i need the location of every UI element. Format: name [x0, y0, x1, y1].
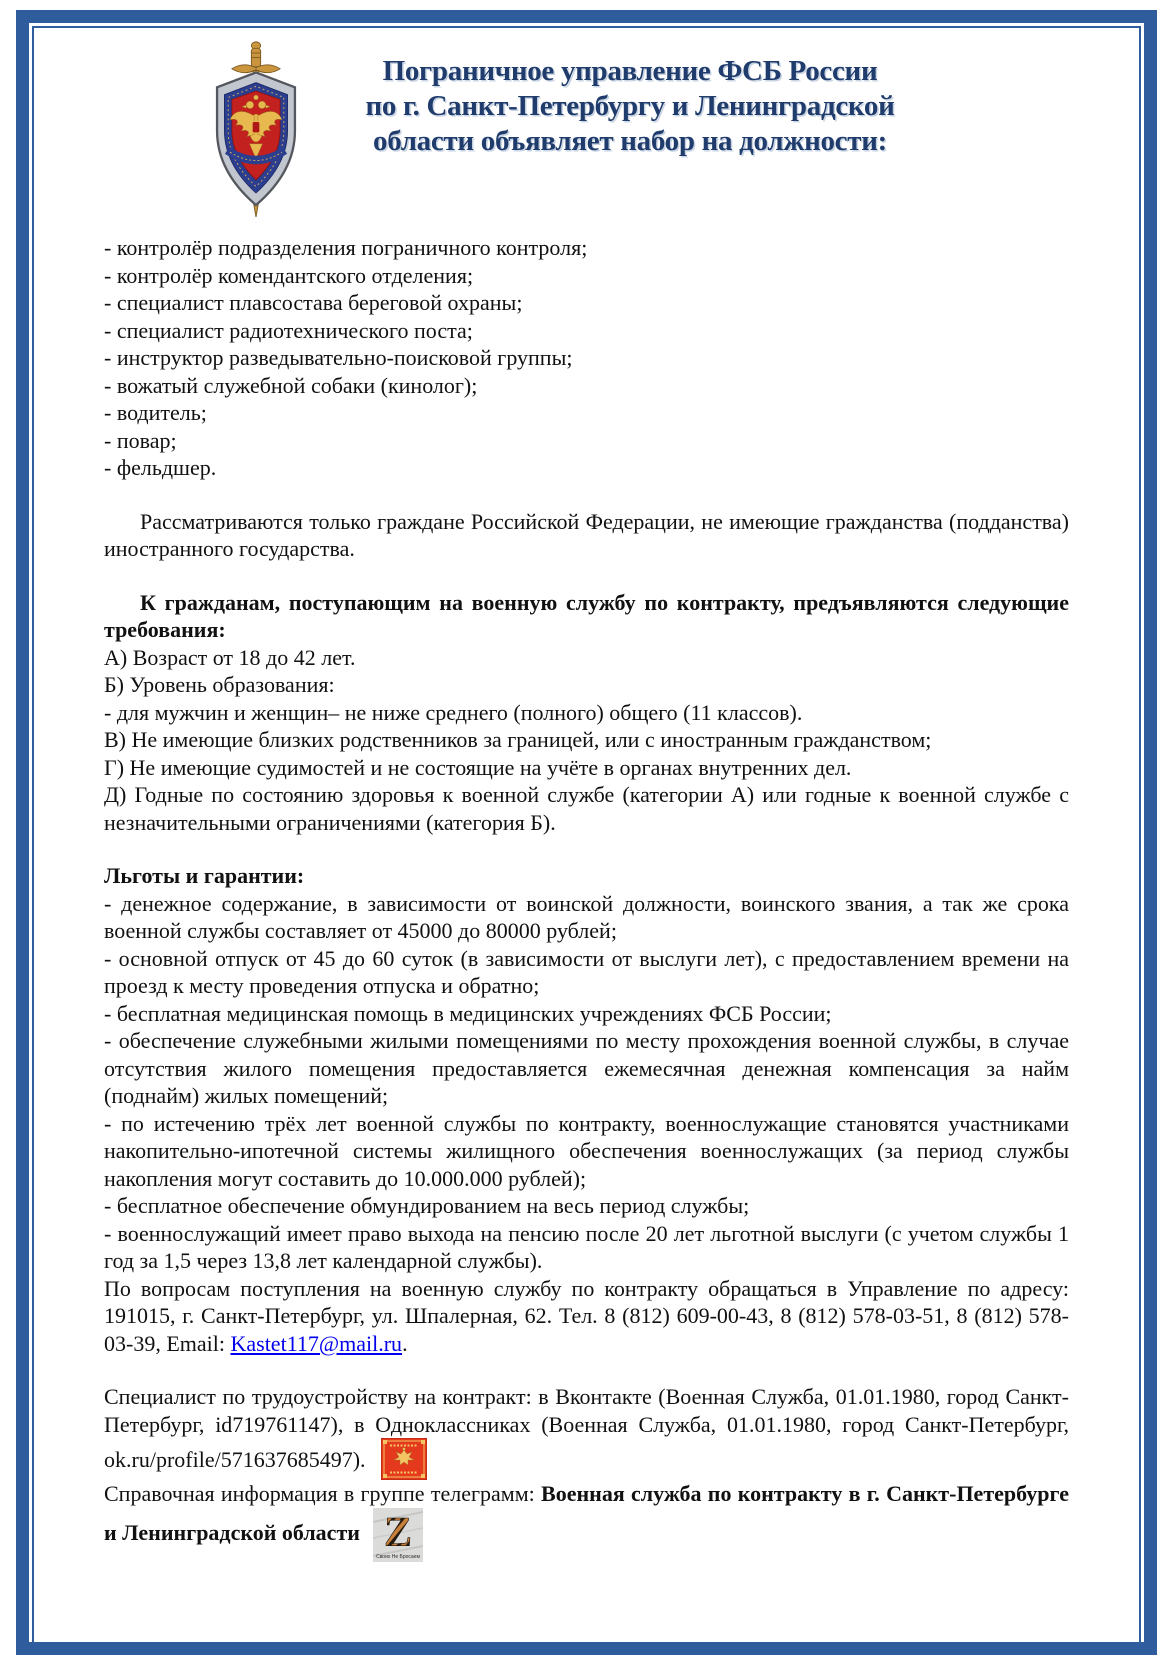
benefit-item: - основной отпуск от 45 до 60 суток (в зависимости от выслуги лет), с предоставлением времени на проезд к месту проведения отпуска и обратно; [104, 945, 1069, 998]
benefit-item: - бесплатная медицинская помощь в медицинских учреждениях ФСБ России; [104, 1000, 832, 1026]
document-title [334, 40, 926, 159]
position-item: - водитель; [104, 400, 207, 425]
position-item: - вожатый служебной собаки (кинолог); [104, 372, 478, 398]
telegram-prefix: Справочная информация в группе телеграмм: [104, 1481, 542, 1506]
requirement-item: Г) Не имеющие судимостей и не состоящие на учёте в органах внутренних дел. [104, 754, 852, 780]
requirement-item: Б) Уровень образования: [104, 672, 335, 697]
benefit-item: - по истечению трёх лет военной службы по контракту, военнослужащие становятся участниками накопительно-ипотечной системы жилищного обеспечения военнослужащих (за период службы накопления могут составить до 10.000.000 рублей); [104, 1110, 1069, 1191]
benefits-list [104, 890, 1069, 1275]
requirement-item: - для мужчин и женщин– не ниже среднего (полного) общего (11 классов). [104, 699, 803, 725]
requirements-intro: К гражданам, поступающим на военную службу по контракту, предъявляются следующие требования: [104, 589, 1069, 642]
title-line-1: Пограничное управление ФСБ России [382, 55, 878, 87]
telegram-z-icon [373, 1508, 423, 1562]
position-item: - повар; [104, 427, 177, 453]
benefit-item: - военнослужащий имеет право выхода на пенсию после 20 лет льготной выслуги (с учетом службы 1 год за 1,5 через 13,8 лет календарной службы). [104, 1220, 1069, 1273]
position-item: - контролёр комендантского отделения; [104, 262, 474, 288]
email-link[interactable]: Kastet117@mail.ru [230, 1330, 403, 1356]
requirements-list [104, 644, 1069, 837]
page-border-frame [16, 10, 1157, 1655]
position-item: - фельдшер. [104, 455, 217, 480]
position-item: - контролёр подразделения пограничного контроля; [104, 235, 588, 260]
contact-suffix: . [402, 1330, 408, 1356]
social-paragraph [104, 1383, 1069, 1480]
z-icon-caption: Своих Не Бросаем [376, 1553, 421, 1560]
benefits-heading: Льготы и гарантии: [104, 863, 305, 888]
position-item: - инструктор разведывательно-поисковой группы; [104, 345, 573, 370]
contact-paragraph [104, 1275, 1069, 1358]
title-line-2: по г. Санкт-Петербургу и Ленинградской [365, 90, 895, 122]
citizenship-note: Рассматриваются только граждане Российской Федерации, не имеющие гражданства (подданства) иностранного государства. [104, 508, 1069, 561]
benefit-item: - обеспечение служебными жилыми помещениями по месту прохождения военной службы, в случае отсутствия жилого помещения предоставляется ежемесячная денежная компенсация за найм (поднайм) жилых помещений; [104, 1028, 1069, 1108]
svg-text:Z: Z [384, 1509, 413, 1556]
requirement-item: Д) Годные по состоянию здоровья к военной службе (категории А) или годные к военной службе с незначительными ограничениями (категория Б). [104, 782, 1069, 835]
page-content [32, 26, 1141, 1645]
telegram-group-name: Военная служба по контракту в г. Санкт-Петербурге и Ленинградской области [104, 1481, 1069, 1545]
requirement-item: А) Возраст от 18 до 42 лет. [104, 644, 356, 670]
document-header [104, 40, 1069, 218]
benefit-item: - денежное содержание, в зависимости от воинской должности, воинского звания, а так же срока военной службы составляет от 45000 до 80000 рублей; [104, 890, 1069, 943]
requirement-item: В) Не имеющие близких родственников за границей, или с иностранным гражданством; [104, 727, 932, 752]
social-text: Специалист по трудоустройству на контракт: в Вконтакте (Военная Служба, 01.01.1980, город Санкт-Петербург, id719761147), в Одноклассниках (Военная Служба, 01.01.1980, город Санкт-Петербург, ok.ru/profile/571637685497). [104, 1384, 1069, 1472]
ok-banner-icon [381, 1438, 427, 1480]
position-item: - специалист радиотехнического поста; [104, 317, 473, 343]
positions-list [104, 234, 1069, 482]
contact-text: По вопросам поступления на военную службу по контракту обращаться в Управление по адресу: 191015, г. Санкт-Петербург, ул. Шпалерная, 62. Тел. 8 (812) 609-00-43, 8 (812) 578-03-51, 8 (812) 578-03-39, Email: [104, 1275, 1069, 1356]
title-line-3: области объявляет набор на должности: [373, 125, 887, 157]
benefit-item: - бесплатное обеспечение обмундированием на весь период службы; [104, 1193, 750, 1218]
position-item: - специалист плавсостава береговой охраны; [104, 290, 523, 315]
telegram-paragraph [104, 1480, 1069, 1562]
fsb-emblem-icon [190, 40, 322, 218]
